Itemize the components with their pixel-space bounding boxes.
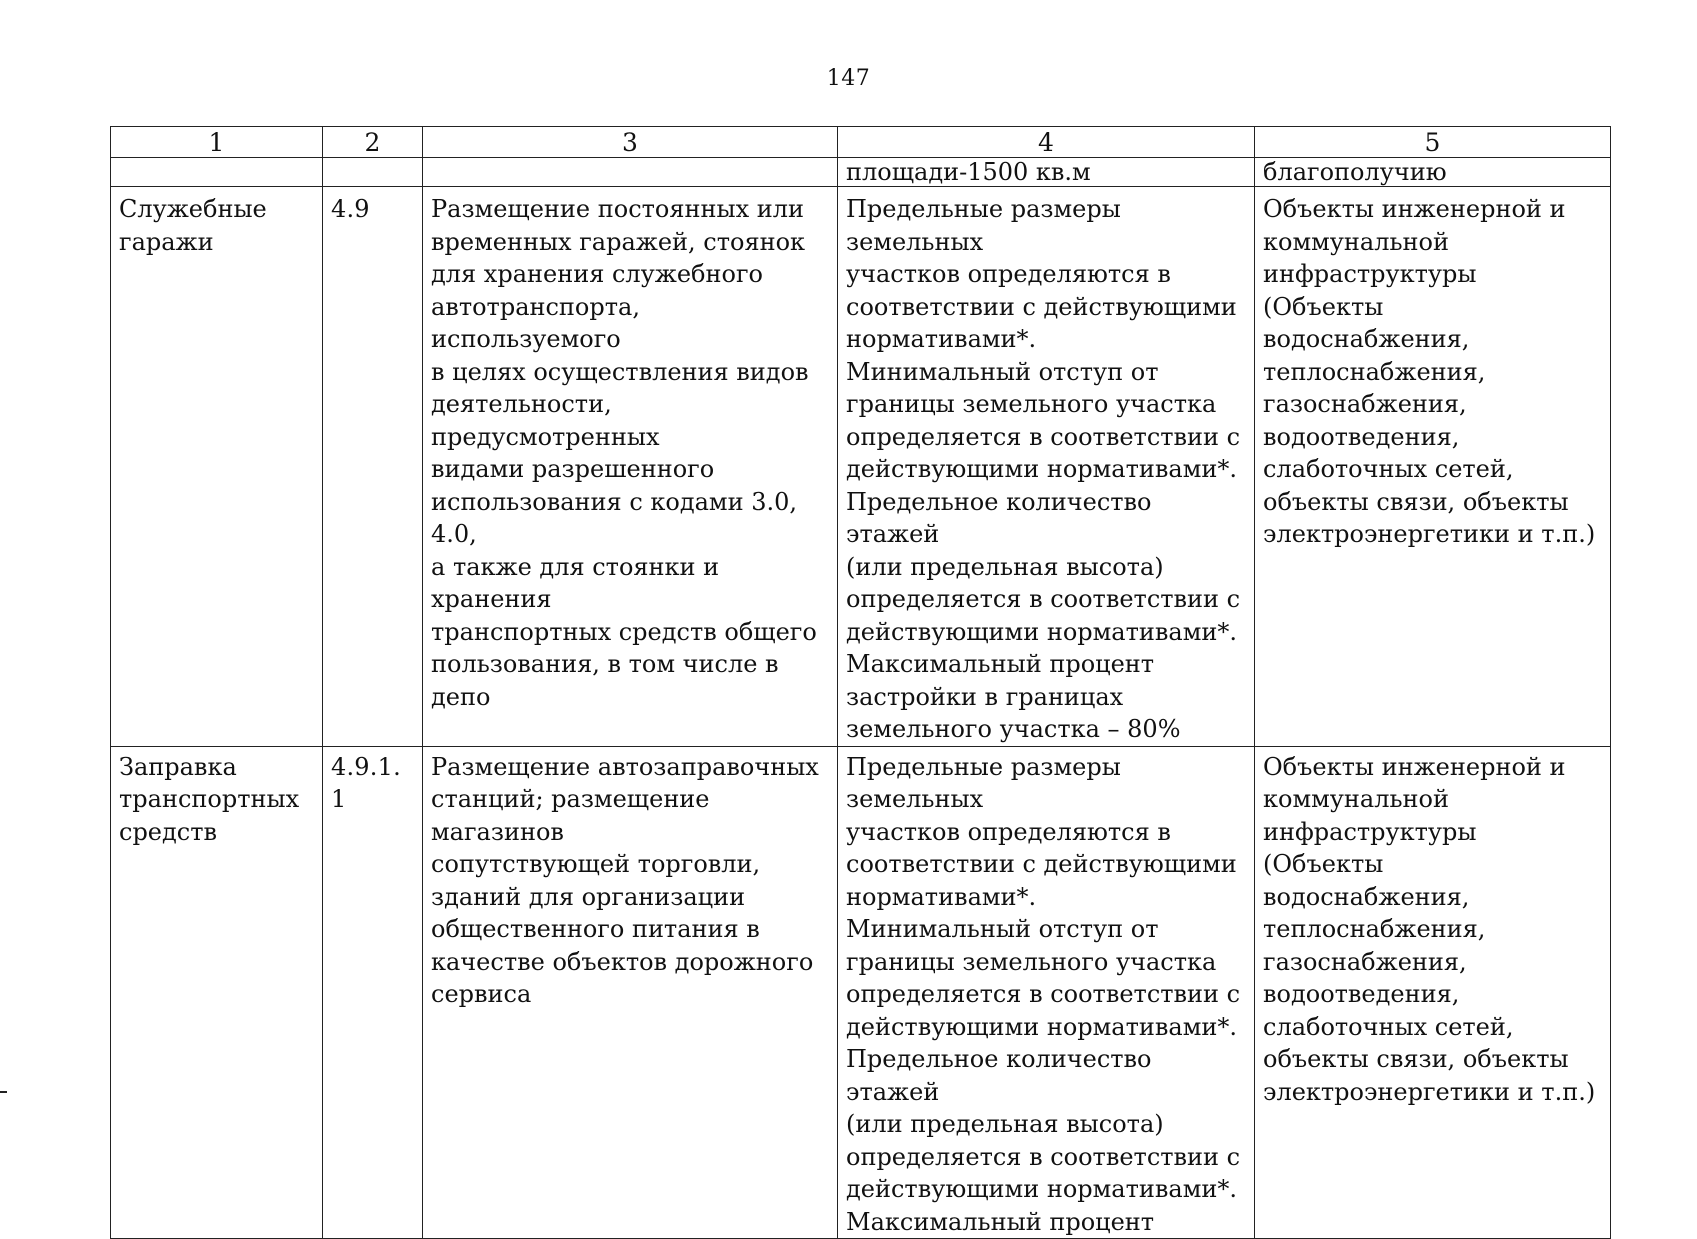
use-ancillary-cell bbox=[1255, 187, 1611, 747]
use-name-cell bbox=[111, 746, 323, 1239]
use-code: 4.9.1.1 bbox=[331, 752, 401, 813]
table-header-row bbox=[111, 127, 1611, 158]
use-description: Размещение постоянных или временных гаражей, стоянок для хранения служебного автотранспорта, используемого в целях осуществления видов деятельности, предусмотренных видами разрешенного использования с кодами 3.0, 4.0, а также для стоянки и хранения транспортных средств общего пользования, в том числе в депо bbox=[431, 195, 817, 711]
use-description: Размещение автозаправочных станций; размещение магазинов сопутствующей торговли, зданий для организации общественного питания в качестве объектов дорожного сервиса bbox=[431, 752, 819, 1008]
margin-mark bbox=[0, 1091, 7, 1093]
use-ancillary-cell bbox=[1255, 746, 1611, 1239]
use-parameters-cell bbox=[838, 187, 1255, 747]
header-cell-5: 5 bbox=[1255, 127, 1611, 158]
use-name-cell bbox=[111, 187, 323, 747]
use-parameters: Предельные размеры земельных участков определяются в соответствии с действующими нормативами*. Минимальный отступ от границы земельного участка определяется в соответствии с действующими нормативами*. Предельное количество этажей (или предельная высота) определяется в соответствии с действующими нормативами*. Максимальный процент застройки в границах земельного участка – 80% bbox=[846, 195, 1241, 743]
continuation-cell-4: площади-1500 кв.м bbox=[838, 158, 1255, 187]
continuation-cell-5: благополучию bbox=[1255, 158, 1611, 187]
regulations-table bbox=[110, 126, 1611, 1239]
header-cell-1: 1 bbox=[111, 127, 323, 158]
use-ancillary: Объекты инженерной и коммунальной инфраструктуры (Объекты водоснабжения, теплоснабжения, газоснабжения, водоотведения, слаботочных сетей, объекты связи, объекты электроэнергетики и т.п.) bbox=[1263, 752, 1596, 1106]
use-name: Служебные гаражи bbox=[119, 195, 267, 256]
use-description-cell bbox=[423, 187, 838, 747]
header-cell-2: 2 bbox=[323, 127, 423, 158]
use-parameters-cell bbox=[838, 746, 1255, 1239]
continuation-cell-2 bbox=[323, 158, 423, 187]
use-parameters: Предельные размеры земельных участков определяются в соответствии с действующими нормативами*. Минимальный отступ от границы земельного участка определяется в соответствии с действующими нормативами*. Предельное количество этажей (или предельная высота) определяется в соответствии с действующими нормативами*. Максимальный процент bbox=[846, 752, 1241, 1236]
use-description-cell bbox=[423, 746, 838, 1239]
page-number: 147 bbox=[826, 66, 871, 91]
table-row bbox=[111, 746, 1611, 1239]
continuation-cell-3 bbox=[423, 158, 838, 187]
header-cell-3: 3 bbox=[423, 127, 838, 158]
use-name: Заправка транспортных средств bbox=[119, 752, 300, 846]
use-ancillary: Объекты инженерной и коммунальной инфраструктуры (Объекты водоснабжения, теплоснабжения, газоснабжения, водоотведения, слаботочных сетей, объекты связи, объекты электроэнергетики и т.п.) bbox=[1263, 195, 1596, 548]
use-code-cell bbox=[323, 746, 423, 1239]
header-cell-4: 4 bbox=[838, 127, 1255, 158]
continuation-cell-1 bbox=[111, 158, 323, 187]
continuation-row bbox=[111, 158, 1611, 187]
use-code: 4.9 bbox=[331, 195, 370, 223]
use-code-cell bbox=[323, 187, 423, 747]
table-row bbox=[111, 187, 1611, 747]
